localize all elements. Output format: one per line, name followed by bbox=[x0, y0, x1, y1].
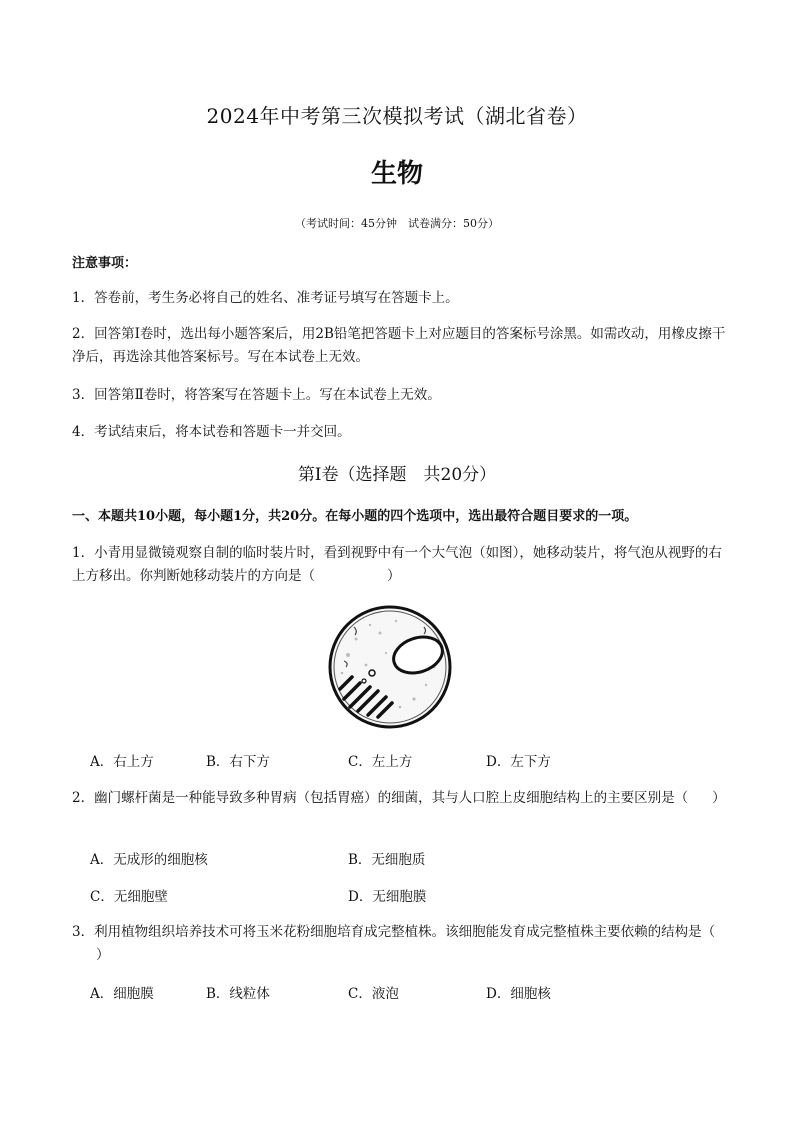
option-c: C．左上方 bbox=[348, 754, 413, 770]
question-1-close: ） bbox=[387, 568, 401, 584]
option-b: B．右下方 bbox=[206, 754, 270, 770]
option-c: C．液泡 bbox=[348, 986, 399, 1002]
option-b: B．无细胞质 bbox=[348, 852, 426, 868]
option-b: B．线粒体 bbox=[206, 986, 270, 1002]
exam-title: 2024年中考第三次模拟考试（湖北省卷） bbox=[206, 104, 588, 128]
note-item: 1．答卷前，考生务必将自己的姓名、准考证号填写在答题卡上。 bbox=[72, 290, 459, 306]
option-d: D．左下方 bbox=[486, 754, 551, 770]
section-description: 一、本题共10小题，每小题1分，共20分。在每小题的四个选项中，选出最符合题目要求的一项。 bbox=[72, 509, 638, 524]
notes-heading: 注意事项： bbox=[72, 256, 138, 271]
question-2-stem bbox=[72, 787, 732, 810]
microscope-field-figure bbox=[326, 603, 454, 731]
question-3-stem bbox=[72, 921, 732, 967]
subject-title: 生物 bbox=[370, 159, 423, 189]
question-3-close: ） bbox=[96, 947, 110, 963]
note-item: 3．回答第Ⅱ卷时，将答案写在答题卡上。写在本试卷上无效。 bbox=[72, 387, 441, 403]
option-d: D．无细胞膜 bbox=[348, 889, 427, 905]
question-2-close: ） bbox=[712, 790, 726, 806]
option-c: C．无细胞壁 bbox=[90, 889, 168, 905]
question-3-text: 3．利用植物组织培养技术可将玉米花粉细胞培育成完整植株。该细胞能发育成完整植株主要依赖的结构是（ bbox=[72, 924, 716, 940]
question-1-text: 1．小青用显微镜观察自制的临时装片时，看到视野中有一个大气泡（如图），她移动装片，将气泡从视野的右上方移出。你判断她移动装片的方向是（ bbox=[72, 545, 722, 584]
question-1-stem bbox=[72, 542, 732, 588]
option-a: A．无成形的细胞核 bbox=[90, 852, 208, 868]
exam-info: （考试时间：45分钟 试卷满分：50分） bbox=[295, 217, 499, 230]
note-item: 2．回答第Ⅰ卷时，选出每小题答案后，用2B铅笔把答题卡上对应题目的答案标号涂黑。如需改动，用橡皮擦干净后，再选涂其他答案标号。写在本试卷上无效。 bbox=[72, 326, 726, 365]
option-a: A．细胞膜 bbox=[90, 986, 154, 1002]
question-2-text: 2．幽门螺杆菌是一种能导致多种胃病（包括胃癌）的细菌，其与人口腔上皮细胞结构上的主要区别是（ bbox=[72, 790, 689, 806]
option-d: D．细胞核 bbox=[486, 986, 551, 1002]
note-item: 4．考试结束后，将本试卷和答题卡一并交回。 bbox=[72, 424, 351, 440]
option-a: A．右上方 bbox=[90, 754, 154, 770]
section-title: 第Ⅰ卷（选择题 共20分） bbox=[297, 465, 497, 485]
